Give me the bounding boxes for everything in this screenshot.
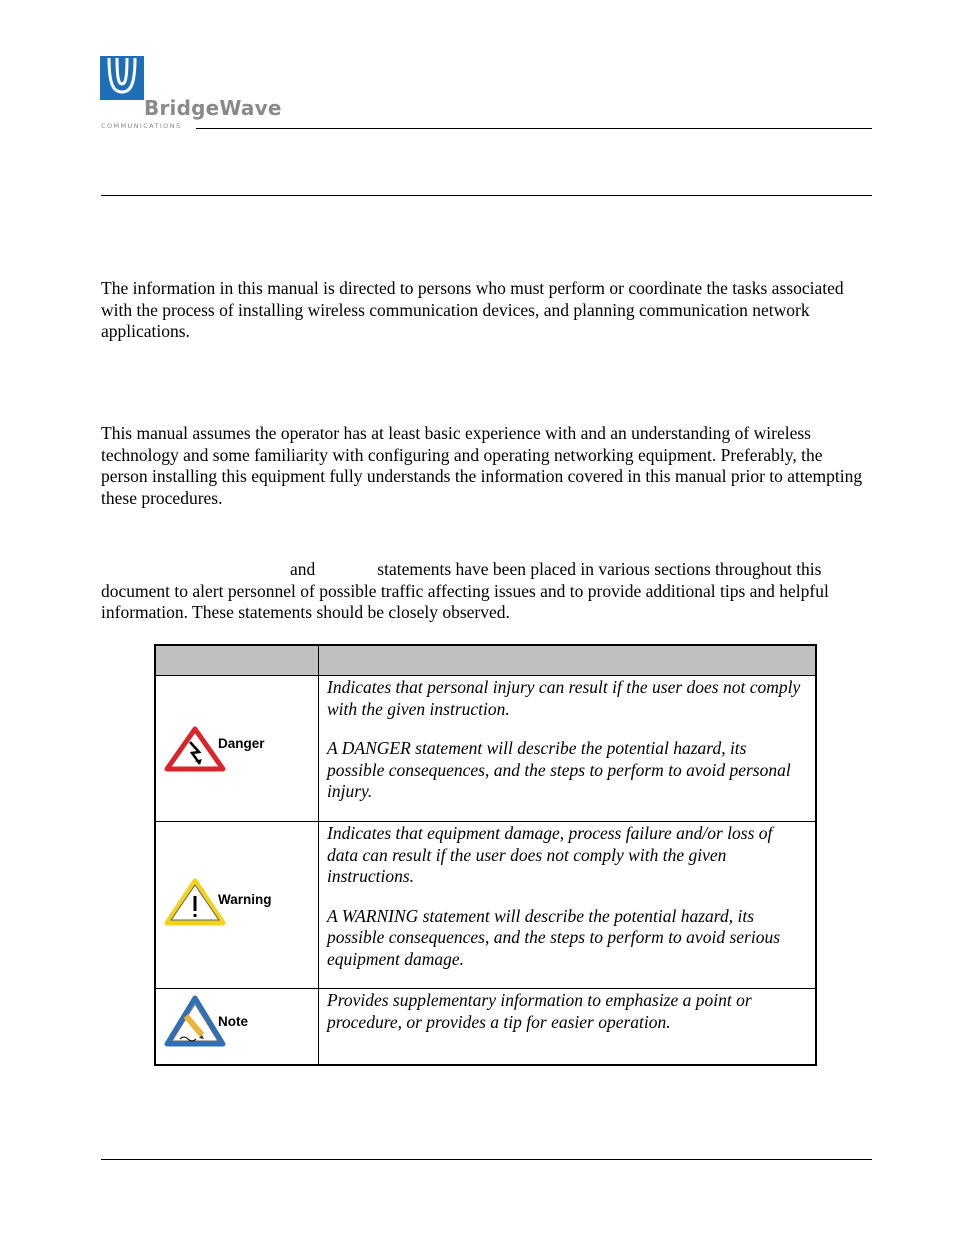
danger-icon-cell xyxy=(155,676,319,822)
note-description xyxy=(319,989,817,1065)
table-row-danger xyxy=(155,676,816,822)
experience-paragraph: This manual assumes the operator has at least basic experience with and an understanding of wireless technology and some familiarity with configuring and operating networking equipment. Preferably, the person installing this equipment fully understands the information covered in this manual prior to attempting these procedures. xyxy=(101,423,863,508)
header-cell-description xyxy=(319,645,817,676)
statements-rest: statements have been placed in various sections throughout this document to alert personnel of possible traffic affecting issues and to provide additional tips and helpful information. These statements should be closely observed. xyxy=(101,559,829,622)
warning-text-1: Indicates that equipment damage, process failure and/or loss of data can result if the user does not comply with the given instructions. xyxy=(327,823,773,886)
note-label: Note xyxy=(218,1014,248,1029)
statements-paragraph xyxy=(101,559,866,624)
notice-table xyxy=(154,644,817,1066)
table-header-row xyxy=(155,645,816,676)
note-icon xyxy=(164,995,226,1047)
danger-icon xyxy=(164,726,226,772)
warning-label: Warning xyxy=(218,892,272,907)
danger-description xyxy=(319,676,817,822)
warning-description xyxy=(319,822,817,989)
warning-icon-cell xyxy=(155,822,319,989)
statements-and: and xyxy=(290,559,316,579)
note-icon-cell xyxy=(155,989,319,1065)
table-row-warning xyxy=(155,822,816,989)
footer-rule xyxy=(101,1159,872,1160)
logo-wordmark: BridgeWave xyxy=(144,96,282,120)
warning-text-2: A WARNING statement will describe the potential hazard, its possible consequences, and the steps to perform to avoid serious equipment damage. xyxy=(327,905,781,969)
danger-text-2: A DANGER statement will describe the potential hazard, its possible consequences, and the steps to perform to avoid personal injury. xyxy=(327,738,791,801)
title-rule xyxy=(101,195,872,196)
warning-icon xyxy=(164,878,226,926)
header-rule xyxy=(196,128,872,129)
audience-paragraph: The information in this manual is directed to persons who must perform or coordinate the tasks associated with the process of installing wireless communication devices, and planning communication network applications. xyxy=(101,278,844,341)
note-text-1: Provides supplementary information to emphasize a point or procedure, or provides a tip for easier operation. xyxy=(327,990,752,1032)
danger-label: Danger xyxy=(218,736,265,751)
bridgewave-mark-icon xyxy=(100,56,144,100)
table-row-note xyxy=(155,989,816,1065)
danger-text-1: Indicates that personal injury can result if the user does not comply with the given instruction. xyxy=(327,677,801,719)
bridgewave-logo xyxy=(100,56,282,132)
header-cell-icon xyxy=(155,645,319,676)
logo-subtext: COMMUNICATIONS xyxy=(101,122,182,130)
